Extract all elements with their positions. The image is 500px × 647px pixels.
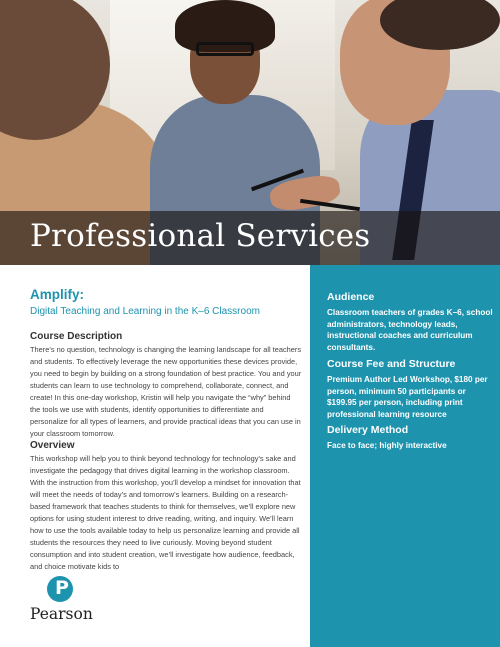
overview-text: This workshop will help you to think beyond technology for technology’s sake and investigate the pedagogy that drives digital learning in the workshop classroom. With the instruction from this workshop, you’ll develop a mindset for innovation that will meet the needs of today’s and tomorrow’s learners. Building on a research-based framework that teaches students to think for themselves, we’ll explore new options for using student interest to drive reading, writing, and inquiry. We’ll learn how to use the tools available today to help us personalize learning and provide all students the resources they need to live curiously. Moving beyond student consumption and into student creation, we’ll investigate how audience, feedback, and choice motivate kids to <box>30 454 301 572</box>
delivery-heading: Delivery Method <box>327 424 409 436</box>
audience-block <box>327 291 497 353</box>
pearson-wordmark: Pearson <box>30 605 93 623</box>
pearson-logo-icon: P <box>47 576 73 602</box>
fee-text: Premium Author Led Workshop, $180 per person, minimum 50 participants or $199.95 per person, including print professional learning resource <box>327 375 488 419</box>
info-sidebar <box>310 265 500 647</box>
course-description-text: There’s no question, technology is changing the learning landscape for all teachers and students. To effectively leverage the new opportunities these devices provide, you need to begin by building on a strong foundation of best practice. You and your students can learn to use technology to comprehend, collaborate, connect, and create! In this one-day workshop, Kristin will help you navigate the “why” behind the tools we use with students, identify opportunities to differentiate and personalize for all types of learners, and provide practical ideas that you can use in your classroom tomorrow. <box>30 345 302 439</box>
audience-heading: Audience <box>327 291 375 303</box>
delivery-block <box>327 424 497 452</box>
fee-heading: Course Fee and Structure <box>327 358 456 370</box>
title-band <box>0 211 500 265</box>
audience-text: Classroom teachers of grades K–6, school administrators, technology leads, instructional coaches and curriculum consultants. <box>327 308 493 352</box>
fee-block <box>327 358 497 420</box>
course-subtitle: Digital Teaching and Learning in the K–6 Classroom <box>30 306 260 317</box>
page-title: Professional Services <box>30 218 371 254</box>
course-description-heading: Course Description <box>30 331 123 342</box>
pearson-logo <box>30 576 93 623</box>
glasses <box>196 42 254 56</box>
course-header <box>30 287 300 317</box>
delivery-text: Face to face; highly interactive <box>327 441 447 450</box>
overview-heading: Overview <box>30 440 75 451</box>
course-title: Amplify: <box>30 287 84 302</box>
